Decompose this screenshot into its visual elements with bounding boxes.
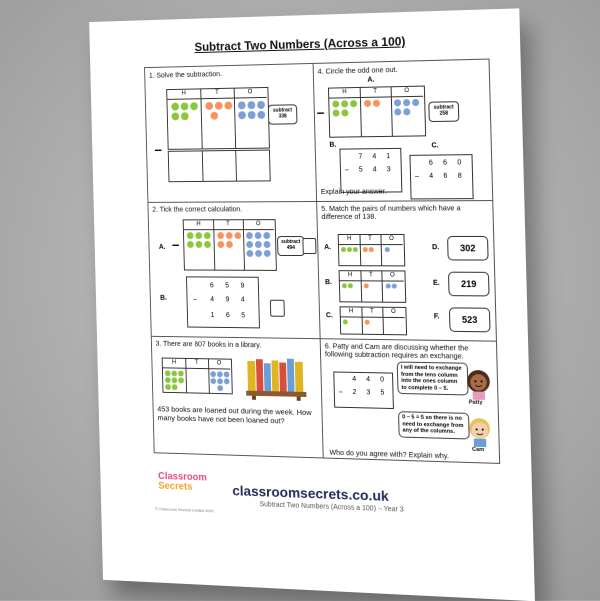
digit: 6 [428,159,433,167]
pv-cell [185,368,209,393]
q5-label-e: E. [432,279,440,287]
ten-counter [363,247,368,252]
digit: 6 [443,159,448,167]
digit: 8 [457,172,462,180]
pv-header: O [382,308,404,318]
logo-line-2: Secrets [158,480,193,493]
pv-header: H [163,359,187,369]
one-counter [257,111,265,119]
question-grid [144,59,500,464]
q5-chart-a [338,234,406,266]
tick-box-b[interactable] [270,300,285,317]
q4-label-a: A. [367,76,375,84]
one-counter [246,241,253,248]
digit: 1 [210,312,215,319]
one-counter [238,101,246,109]
digit: 6 [225,312,230,320]
one-counter [217,385,223,391]
digit: 3 [366,389,371,397]
one-counter [412,99,419,106]
pv-header: H [167,89,201,100]
logo-line-1: Classroom [157,470,208,484]
q6-question: Who do you agree with? Explain why. [329,447,450,461]
q2-prompt: 2. Tick the correct calculation. [152,204,243,214]
q5-label-f: F. [433,313,440,321]
one-counter [238,111,246,119]
digit: 0 [457,159,462,167]
ten-counter [226,232,233,239]
q3-place-value-chart [162,358,233,395]
one-counter [264,250,271,257]
hundred-counter [178,377,184,383]
hundred-counter [332,100,339,107]
ten-counter [364,100,371,107]
pv-header: T [185,359,209,369]
hundred-counter [341,100,348,107]
q4-prompt: 4. Circle the odd one out. [317,64,398,76]
cam-name: Cam [471,446,485,454]
hundred-counter [165,377,171,383]
pv-header: O [380,235,402,245]
pv-header: T [360,87,392,98]
cam-speech-bubble: 0 – 5 = 5 so there is no need to exchange from any of the columns. [398,411,470,439]
minus-sign: – [344,166,349,174]
hundred-counter [353,247,358,252]
q5-label-d: D. [432,244,440,252]
ten-counter [369,247,374,252]
digit: 4 [210,296,215,304]
worksheet-title: Subtract Two Numbers (Across a 100) [194,34,406,55]
hundred-counter [341,247,346,252]
digit: 9 [225,296,230,304]
digit: 4 [429,172,434,181]
one-counter [392,284,397,289]
one-counter [210,378,216,384]
hundred-counter [342,283,347,288]
q5-answer-e[interactable]: 219 [448,272,490,297]
one-counter [255,241,262,248]
one-counter [403,108,410,115]
digit: 1 [386,153,391,161]
one-counter [246,250,253,257]
one-counter [255,250,262,257]
patty-avatar-icon [464,369,494,400]
pv-header: H [341,307,363,317]
one-counter [210,371,216,377]
pv-header: H [340,271,362,281]
ten-counter [210,112,218,120]
q1-answer-grid[interactable] [168,150,271,183]
one-counter [255,232,262,239]
q2-label-a: A. [158,243,166,251]
q5-label-b: B. [325,279,333,287]
pv-header: T [361,308,383,318]
pv-header: T [200,89,235,100]
worksheet [89,8,535,601]
q5-prompt: 5. Match the pairs of numbers which have a difference of 138. [321,203,461,222]
q5-chart-b [339,270,407,303]
one-counter [263,232,270,239]
minus-sign: – [154,141,163,157]
minus-sign: – [193,296,198,304]
one-counter [394,108,401,115]
hundred-counter [172,384,178,390]
hundred-counter [341,109,348,116]
hundred-counter [347,247,352,252]
pv-header: O [391,87,423,98]
hundred-counter [172,377,178,383]
cam-avatar-icon [465,416,495,448]
one-counter [385,247,390,252]
q6-column-subtraction [333,371,394,409]
pv-header: O [234,88,267,99]
hundred-counter [171,112,179,120]
q4-label-b: B. [329,141,337,149]
digit: 6 [209,282,214,290]
q5-answer-d[interactable]: 302 [447,236,489,261]
q2-label-b: B. [160,294,167,302]
q2-place-value-chart [183,219,277,271]
patty-speech-bubble: I will need to exchange from the tens column into the ones column to complete 0 – 5. [397,362,469,396]
q5-label-a: A. [324,244,332,252]
grid-divider [313,64,324,458]
one-counter [248,111,256,119]
pv-header: O [381,271,403,281]
hundred-counter [171,370,177,376]
patty-name: Patty [468,399,483,407]
books-shelf-icon [245,355,308,402]
q3-prompt: 3. There are 807 books in a library. [155,338,262,350]
digit: 5 [380,389,385,397]
q4-column-c [409,154,473,199]
ten-counter [373,100,380,107]
ten-counter [217,232,224,239]
pv-header: T [360,271,382,281]
pv-header: T [213,220,244,230]
digit: 5 [241,312,246,320]
digit: 2 [352,388,357,397]
digit: 5 [358,166,363,174]
pv-cell [169,151,204,181]
q2-subtract-tag: subtract 494 [277,236,305,256]
one-counter [264,241,271,248]
hundred-counter [171,103,179,111]
minus-sign: – [316,103,325,120]
digit: 3 [386,166,391,174]
hundred-counter [348,283,353,288]
q4-explain: Explain your answer. [320,186,387,196]
digit: 5 [225,282,230,290]
q1-prompt: 1. Solve the subtraction. [148,69,223,80]
pv-header: O [243,220,274,230]
pv-cell [202,151,237,181]
hundred-counter [190,102,198,110]
minus-sign: – [171,236,180,252]
hundred-counter [187,241,194,248]
one-counter [217,378,223,384]
ten-counter [226,241,233,248]
ten-counter [234,232,241,239]
pv-header: H [329,88,361,99]
digit: 4 [372,153,377,161]
digit: 6 [443,172,448,180]
ten-counter [365,320,370,325]
one-counter [224,371,230,377]
q1-place-value-chart [166,87,270,150]
ten-counter [364,283,369,288]
one-counter [247,101,255,109]
digit: 0 [380,376,385,384]
minus-sign: – [414,173,420,181]
q5-label-c: C. [325,312,333,320]
q4-subtract-tag: subtract 258 [428,101,459,122]
pv-header: H [339,235,361,245]
hundred-counter [178,371,184,377]
q3-question: 453 books are loaned out during the week. How many books have not been loaned out? [157,404,312,426]
hundred-counter [196,241,203,248]
hundred-counter [350,100,357,107]
copyright: © Classroom Secrets Limited 2020 [155,506,214,514]
hundred-counter [165,384,171,390]
q5-chart-c [340,306,408,335]
classroom-secrets-logo [158,472,207,493]
one-counter [403,99,410,106]
tick-box-a[interactable] [302,238,316,254]
digit: 4 [240,296,245,304]
digit: 4 [366,376,371,384]
minus-sign: – [338,388,343,396]
hundred-counter [343,319,348,324]
digit: 7 [358,153,363,161]
hundred-counter [165,370,171,376]
one-counter [217,371,223,377]
one-counter [246,232,253,239]
footer-url[interactable]: classroomsecrets.co.uk [232,482,389,504]
q5-answer-f[interactable]: 523 [449,307,491,332]
q2-column-b [186,276,260,328]
ten-counter [224,102,232,110]
digit: 4 [372,166,377,174]
pv-header: H [184,220,215,230]
q4-label-c: C. [431,142,439,150]
one-counter [386,284,391,289]
hundred-counter [204,232,211,239]
q1-subtract-tag: subtract 338 [268,104,298,124]
one-counter [257,101,265,109]
digit: 4 [352,375,357,383]
pv-header: O [208,359,230,369]
hundred-counter [195,232,202,239]
digit: 9 [240,282,245,290]
one-counter [394,99,401,106]
hundred-counter [181,112,189,120]
hundred-counter [187,232,194,239]
hundred-counter [332,109,339,116]
hundred-counter [204,241,211,248]
q6-prompt: 6. Patty and Cam are discussing whether the following subtraction requires an exchange. [324,341,469,361]
footer-subtitle: Subtract Two Numbers (Across a 100) – Year 3 [259,501,404,514]
q4-place-value-chart [328,86,426,138]
pv-header: T [359,235,381,245]
ten-counter [217,241,224,248]
one-counter [224,378,230,384]
